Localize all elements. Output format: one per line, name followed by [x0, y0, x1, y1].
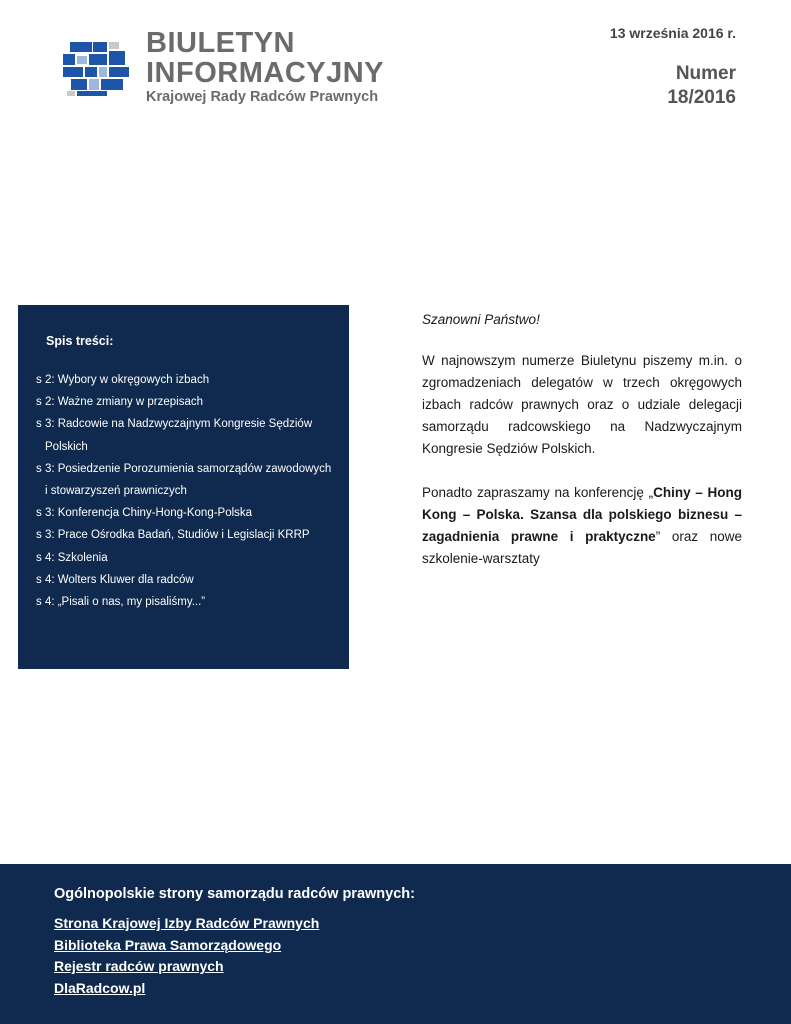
brand-line-3: Krajowej Rady Radców Prawnych	[146, 89, 379, 105]
brand-title	[146, 28, 384, 106]
link-rejestr-radcow[interactable]: Rejestr radców prawnych	[54, 958, 224, 974]
conference-title: Chiny – Hong Kong – Polska. Szansa dla polskiego biznesu – zagadnienia prawne i praktyczne	[422, 485, 742, 544]
toc-item: s 4: Wolters Kluwer dla radców	[36, 573, 194, 586]
toc-title: Spis treści:	[46, 334, 114, 348]
toc-item: s 2: Wybory w okręgowych izbach	[36, 374, 210, 386]
issue-label: Numer	[675, 63, 736, 84]
toc-item: s 4: „Pisali o nas, my pisaliśmy...”	[36, 596, 206, 609]
footer-title: Ogólnopolskie strony samorządu radców prawnych:	[54, 886, 415, 902]
toc-item: s 4: Szkolenia	[36, 551, 108, 564]
toc-item: s 3: Posiedzenie Porozumienia samorządów zawodowych i stowarzyszeń prawniczych	[36, 462, 332, 498]
toc-list	[36, 369, 336, 613]
intro-section	[422, 309, 742, 570]
paragraph-2-tail: ” oraz nowe szkolenie-warsztaty	[422, 529, 742, 566]
footer-links	[54, 913, 319, 999]
logo-icon	[63, 40, 129, 96]
toc-item: s 2: Ważne zmiany w przepisach	[36, 396, 204, 409]
toc-item: s 3: Konferencja Chiny-Hong-Kong-Polska	[36, 507, 253, 520]
link-biblioteka-prawa[interactable]: Biblioteka Prawa Samorządowego	[54, 936, 282, 953]
link-krajowa-izba[interactable]: Strona Krajowej Izby Radców Prawnych	[54, 915, 320, 931]
brand-line-1: BIULETYN	[146, 27, 295, 59]
brand-line-2: INFORMACYJNY	[146, 57, 385, 89]
paragraph-2-lead: Ponadto zapraszamy na konferencję „	[422, 485, 654, 500]
footer	[0, 864, 791, 1024]
intro-paragraph-2	[422, 482, 742, 570]
toc-item: s 3: Radcowie na Nadzwyczajnym Kongresie Sędziów Polskich	[36, 418, 313, 453]
table-of-contents	[18, 305, 349, 669]
greeting: Szanowni Państwo!	[422, 312, 540, 327]
issue-number-block	[667, 62, 736, 110]
issue-date: 13 września 2016 r.	[609, 25, 736, 41]
link-dlaradcow[interactable]: DlaRadcow.pl	[54, 979, 146, 996]
intro-paragraph-1: W najnowszym numerze Biuletynu piszemy m.in. o zgromadzeniach delegatów w trzech okręgowych izbach radców prawnych oraz o udziale delegacji samorządu radcowskiego na Nadzwyczajnym Kongresie Sędziów Polskich.	[422, 353, 742, 456]
toc-item: s 3: Prace Ośrodka Badań, Studiów i Legislacji KRRP	[36, 529, 310, 542]
issue-number: 18/2016	[667, 87, 736, 108]
